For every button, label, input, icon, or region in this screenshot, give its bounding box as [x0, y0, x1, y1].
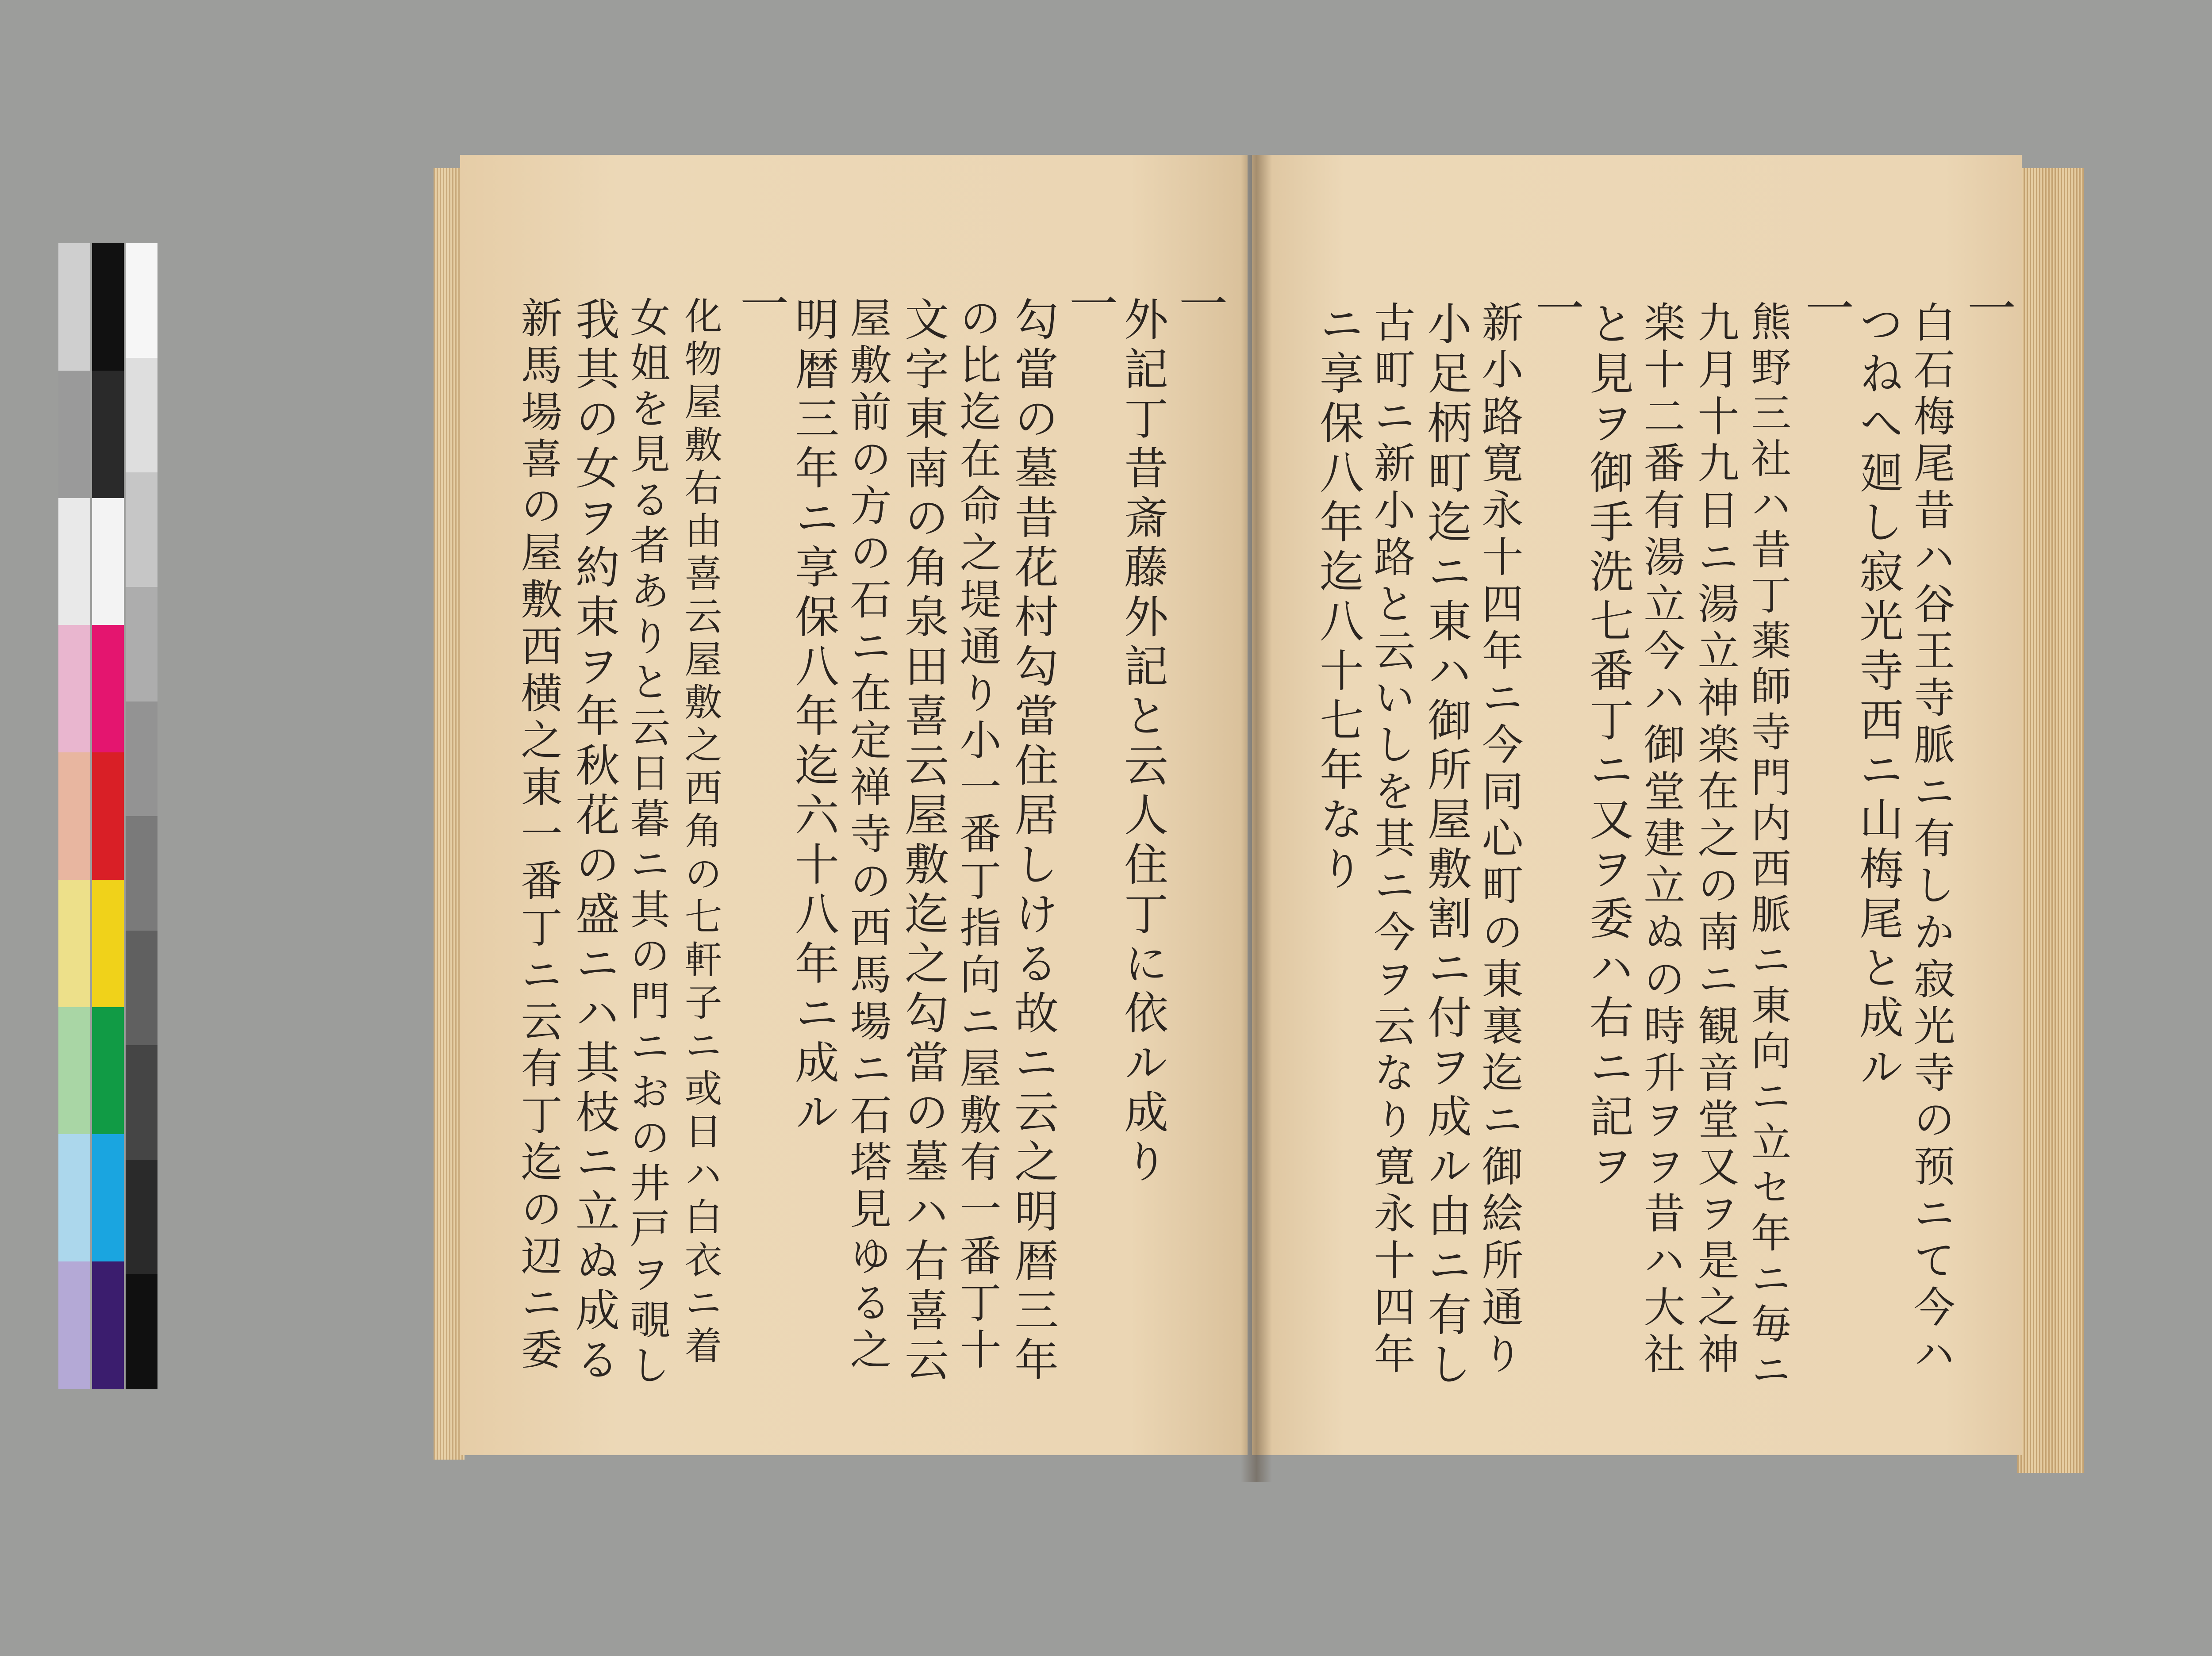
color-strip-left-patch — [58, 1134, 90, 1262]
color-strip-middle-patch — [92, 880, 124, 1008]
color-strip-left-patch — [58, 243, 90, 371]
text-column: 屋敷前の方の石ニ在定禅寺の西馬場ニ石塔見ゆる之 — [843, 296, 891, 1375]
text-column: 明暦三年ニ享保八年迄六十八年ニ成ル — [787, 296, 839, 1138]
text-column: 小足柄町迄ニ東ハ御所屋敷割ニ付ヲ成ル由ニ有し — [1420, 301, 1472, 1391]
text-column: 楽十二番有湯立今ハ御堂建立ぬの時升ヲヲ昔ハ大社 — [1636, 301, 1685, 1379]
text-column: 我其の女ヲ約束ヲ年秋花の盛ニハ其枝ニ立ぬ成る — [568, 296, 620, 1386]
color-strip-middle-patch — [92, 1007, 124, 1135]
text-column: の比迄在命之堤通り小一番丁指向ニ屋敷有一番丁十 — [952, 296, 1001, 1375]
color-strip-right-patch — [126, 243, 157, 358]
item-marker: 一 — [1797, 283, 1854, 337]
text-column: 女姐を見る者ありと云日暮ニ其の門ニおの井戸ヲ覗し — [623, 296, 670, 1390]
color-strip-right-patch — [126, 587, 157, 702]
item-marker: 一 — [1959, 283, 2016, 337]
right-page — [1252, 155, 2022, 1455]
color-strip-right-patch — [126, 816, 157, 931]
color-strip-middle-patch — [92, 371, 124, 498]
item-marker: 一 — [1061, 279, 1118, 333]
color-strip-right-patch — [126, 1045, 157, 1160]
text-column: 外記丁昔斎藤外記と云人住丁に依ル成り — [1117, 296, 1168, 1188]
color-strip-left-patch — [58, 625, 90, 753]
color-strip-left-patch — [58, 1007, 90, 1135]
color-strip-middle-patch — [92, 752, 124, 880]
color-strip-right-patch — [126, 1160, 157, 1275]
book-spine — [1241, 155, 1272, 1482]
color-strip-right-patch — [126, 358, 157, 473]
text-column: 化物屋敷右由喜云屋敷之西角の七軒子ニ或日ハ白衣ニ着 — [678, 296, 722, 1369]
color-strip-right-patch — [126, 1274, 157, 1389]
right-page-stack-edge — [2017, 168, 2084, 1473]
color-strip-left-patch — [58, 752, 90, 880]
color-strip-left-patch — [58, 1261, 90, 1389]
text-column: 新小路寛永十四年ニ今同心町の東裏迄ニ御絵所通り — [1475, 301, 1523, 1379]
text-column: と見ヲ御手洗七番丁ニ又ヲ委ハ右ニ記ヲ — [1582, 301, 1634, 1192]
item-marker: 一 — [732, 279, 789, 333]
text-column: つねへ廻し寂光寺西ニ山梅尾と成ル — [1852, 301, 1904, 1093]
color-strip-middle-patch — [92, 1261, 124, 1389]
color-strip-left-patch — [58, 880, 90, 1008]
color-strip-middle-patch — [92, 1134, 124, 1262]
color-strip-right-patch — [126, 702, 157, 816]
color-strip-right-patch — [126, 931, 157, 1046]
text-column: 白石梅尾昔ハ谷王寺脈ニ有しか寂光寺の预ニて今ハ — [1906, 301, 1955, 1379]
text-column: 九月十九日ニ湯立神楽在之の南ニ観音堂又ヲ是之神 — [1690, 301, 1739, 1379]
color-strip-left-patch — [58, 498, 90, 626]
color-strip-middle-patch — [92, 498, 124, 626]
text-column: 新馬場喜の屋敷西横之東一番丁ニ云有丁迄の辺ニ委 — [514, 296, 562, 1375]
item-marker: 一 — [1528, 283, 1584, 337]
text-column: 熊野三社ハ昔丁薬師寺門内西脈ニ東向ニ立セ年ニ毎ニ — [1744, 301, 1791, 1394]
text-column: ニ享保八年迄八十七年なり — [1312, 301, 1364, 895]
text-column: 勾當の墓昔花村勾當住居しける故ニ云之明暦三年 — [1007, 296, 1059, 1386]
color-strip-middle-patch — [92, 243, 124, 371]
open-book — [434, 155, 2079, 1482]
color-strip-middle-patch — [92, 625, 124, 753]
color-checker-strip — [58, 243, 158, 1389]
item-marker: 一 — [1171, 279, 1228, 333]
left-page — [460, 155, 1248, 1455]
color-strip-left-patch — [58, 371, 90, 498]
text-column: 文字東南の角泉田喜云屋敷迄之勾當の墓ハ右喜云 — [897, 296, 949, 1386]
text-column: 古町ニ新小路と云いしを其ニ今ヲ云なり寛永十四年 — [1367, 301, 1415, 1379]
color-strip-right-patch — [126, 472, 157, 587]
